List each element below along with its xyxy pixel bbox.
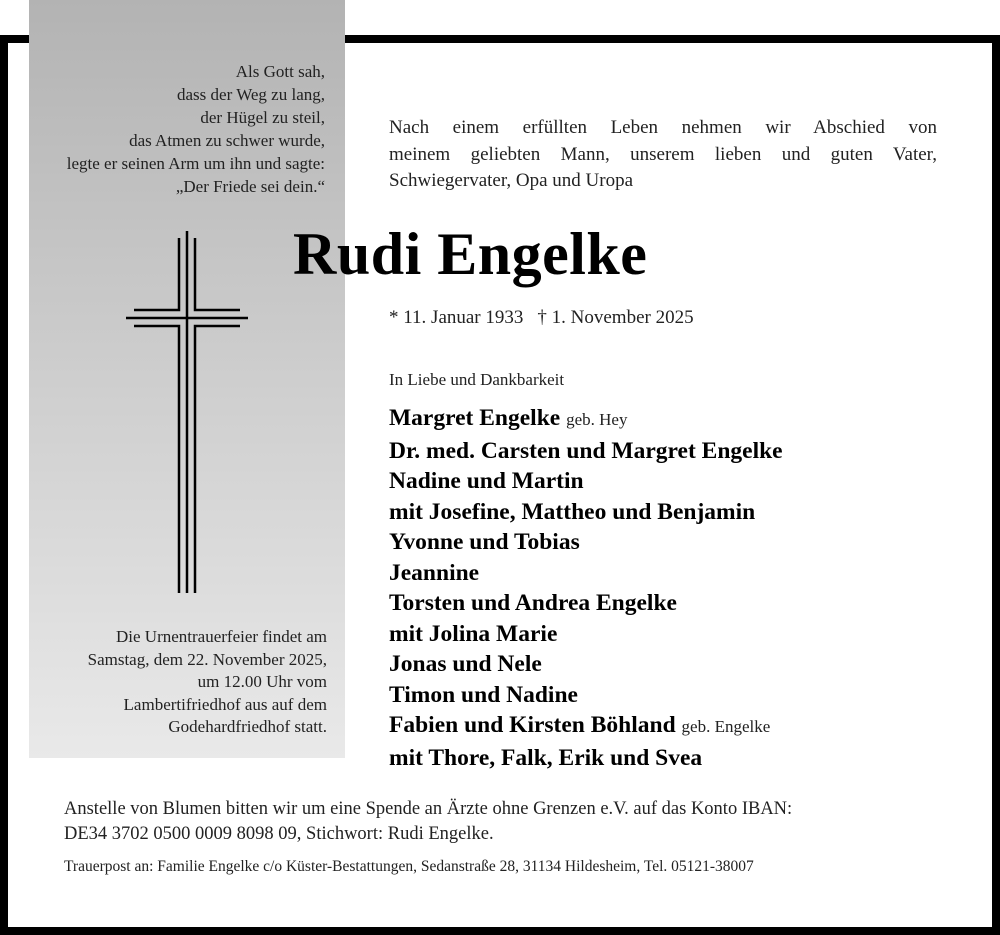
- cross-icon: [29, 0, 345, 600]
- intro-line: meinem geliebten Mann, unserem lieben und guten Vater,: [389, 143, 937, 165]
- poem-line: Als Gott sah,: [235, 62, 325, 81]
- poem-line: legte er seinen Arm um ihn und sagte:: [66, 154, 325, 173]
- service-line: Samstag, dem 22. November 2025,: [87, 649, 327, 669]
- service-line: Die Urnentrauerfeier findet am: [116, 627, 327, 646]
- family-member: Margret Engelke geb. Hey: [389, 405, 628, 431]
- maiden-name: geb. Engelke: [681, 717, 771, 736]
- love-line: In Liebe und Dankbarkeit: [389, 370, 565, 389]
- family-member: Torsten und Andrea Engelke: [389, 590, 677, 616]
- poem-line: das Atmen zu schwer wurde,: [129, 131, 325, 150]
- poem-line: der Hügel zu steil,: [200, 108, 325, 127]
- donation-line: Anstelle von Blumen bitten wir um eine Spende an Ärzte ohne Grenzen e.V. auf das Konto IBAN:: [64, 799, 793, 819]
- family-member: Fabien und Kirsten Böhland geb. Engelke: [389, 712, 771, 738]
- donation-note: [64, 797, 792, 847]
- deceased-name: Rudi Engelke: [293, 221, 648, 287]
- poem-line: dass der Weg zu lang,: [177, 85, 325, 104]
- maiden-name: geb. Hey: [566, 410, 628, 429]
- intro-line: Schwiegervater, Opa und Uropa: [389, 170, 634, 191]
- service-info: [88, 626, 327, 739]
- service-line: Lambertifriedhof aus auf dem: [123, 694, 327, 714]
- family-list: [389, 403, 783, 773]
- family-member: Jeannine: [389, 559, 480, 586]
- side-panel: [29, 0, 345, 758]
- family-member: mit Thore, Falk, Erik und Svea: [389, 744, 703, 771]
- death-date: † 1. November 2025: [537, 307, 694, 328]
- family-member: mit Josefine, Mattheo und Benjamin: [389, 498, 756, 525]
- family-member: Timon und Nadine: [389, 681, 578, 708]
- intro-text: [389, 115, 937, 195]
- family-member: Nadine und Martin: [389, 468, 584, 494]
- service-line: um 12.00 Uhr vom: [197, 672, 327, 691]
- birth-date: * 11. Januar 1933: [389, 307, 524, 328]
- poem-line: „Der Friede sei dein.“: [175, 177, 325, 196]
- family-member: mit Jolina Marie: [389, 620, 558, 647]
- family-member: Jonas und Nele: [389, 651, 542, 677]
- life-dates: [389, 307, 708, 329]
- intro-line: Nach einem erfüllten Leben nehmen wir Abschied von: [389, 117, 937, 138]
- service-line: Godehardfriedhof statt.: [168, 717, 327, 736]
- family-member: Dr. med. Carsten und Margret Engelke: [389, 437, 783, 464]
- family-member: Yvonne und Tobias: [389, 529, 580, 555]
- donation-line: DE34 3702 0500 0009 8098 09, Stichwort: Rudi Engelke.: [64, 824, 494, 844]
- condolence-address: Trauerpost an: Familie Engelke c/o Küster-Bestattungen, Sedanstraße 28, 31134 Hildesheim, Tel. 05121-38007: [64, 858, 754, 875]
